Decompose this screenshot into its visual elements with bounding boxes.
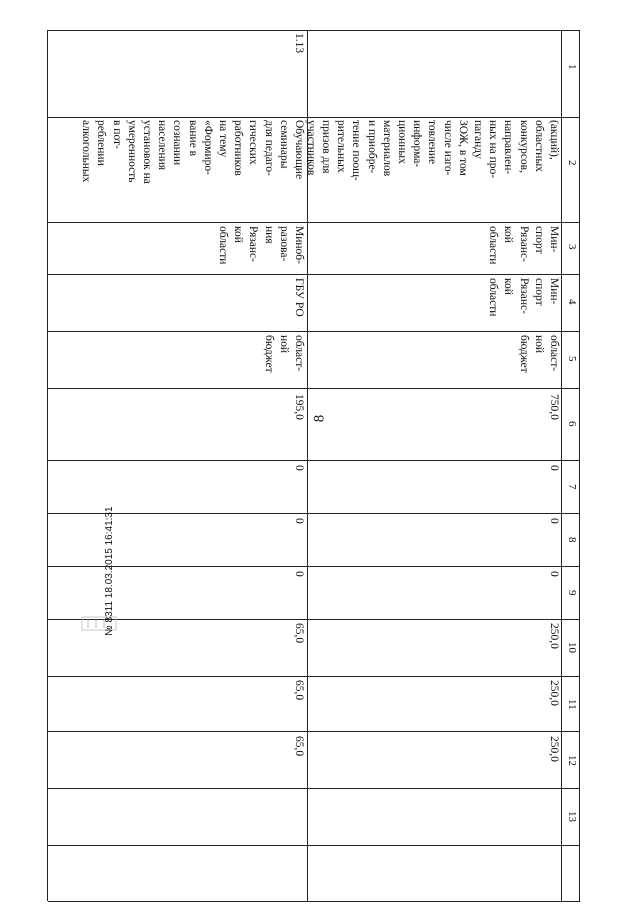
table-rule-v8 [48,566,580,567]
column-number: 4 [566,299,578,305]
table-rule-v14 [48,901,580,902]
total-amount: 195,0 [293,394,305,420]
value-col7: 0 [548,465,560,471]
table-rule-header [561,30,562,901]
table-rule-v5 [48,388,580,389]
column-number: 2 [566,160,578,166]
value-col11: 250,0 [548,680,560,706]
table-rule-v7 [48,513,580,514]
participant: Мин- спорт Рязанс- кой области [487,278,560,317]
column-number: 3 [566,244,578,250]
electronic-signature-stamp [80,616,360,631]
table-rule-v10 [48,676,580,677]
column-number: 5 [566,356,578,362]
column-number: 9 [566,590,578,596]
value-col8: 0 [548,518,560,524]
table-rule-v3 [48,274,580,275]
table-rule-v1 [48,117,580,118]
column-number: 11 [566,699,578,710]
value-col12: 250,0 [548,736,560,762]
column-number: 8 [566,537,578,543]
event-name: Обучающие семинары для педаго- гических работников на тему «Формиро- вание в сознании населения установок на умеренность в пот- реблении алкогольных [80,120,305,184]
table-rule-top [579,30,580,901]
table-rule-v4 [48,331,580,332]
executor: Миноб- разова- ния Рязанс- кой области [216,226,305,265]
value-col9: 0 [548,571,560,577]
value-col11: 65,0 [293,680,305,701]
executor: Мин- спорт Рязанс- кой области [487,226,560,265]
table-rule-bottom [47,30,48,901]
page-number: 8 [311,414,328,423]
table-rule-v0 [48,30,580,31]
column-number: 7 [566,484,578,490]
value-col9: 0 [293,571,305,577]
column-number: 6 [566,421,578,427]
table-rule-v6 [48,460,580,461]
event-name: (акций), областных конкурсов, направлен- ных на про- паганду ЗОЖ, в том числе изго- товление информа- ционных материалов и приобре- тение поощ- рительных призов для участников [304,120,560,181]
value-col10: 250,0 [548,623,560,649]
table-rule-v2 [48,222,580,223]
table-rule-v12 [48,788,580,789]
value-col10: 65,0 [293,623,305,644]
value-col12: 65,0 [293,736,305,757]
funding-source: област- ной бюджет [517,335,560,373]
column-number: 12 [566,755,578,766]
column-number: 10 [566,642,578,653]
column-number: 13 [566,811,578,822]
column-number: 1 [566,64,578,70]
row-number: 1.13 [293,33,305,54]
value-col7: 0 [293,465,305,471]
document-registration-stamp: № 8311 18.03.2015 16:41:31 [104,506,115,636]
value-col8: 0 [293,518,305,524]
table-rule-v13 [48,845,580,846]
table-rule-v11 [48,731,580,732]
total-amount: 750,0 [548,394,560,420]
participant: ГБУ РО [293,278,305,317]
funding-source: област- ной бюджет [262,335,305,373]
